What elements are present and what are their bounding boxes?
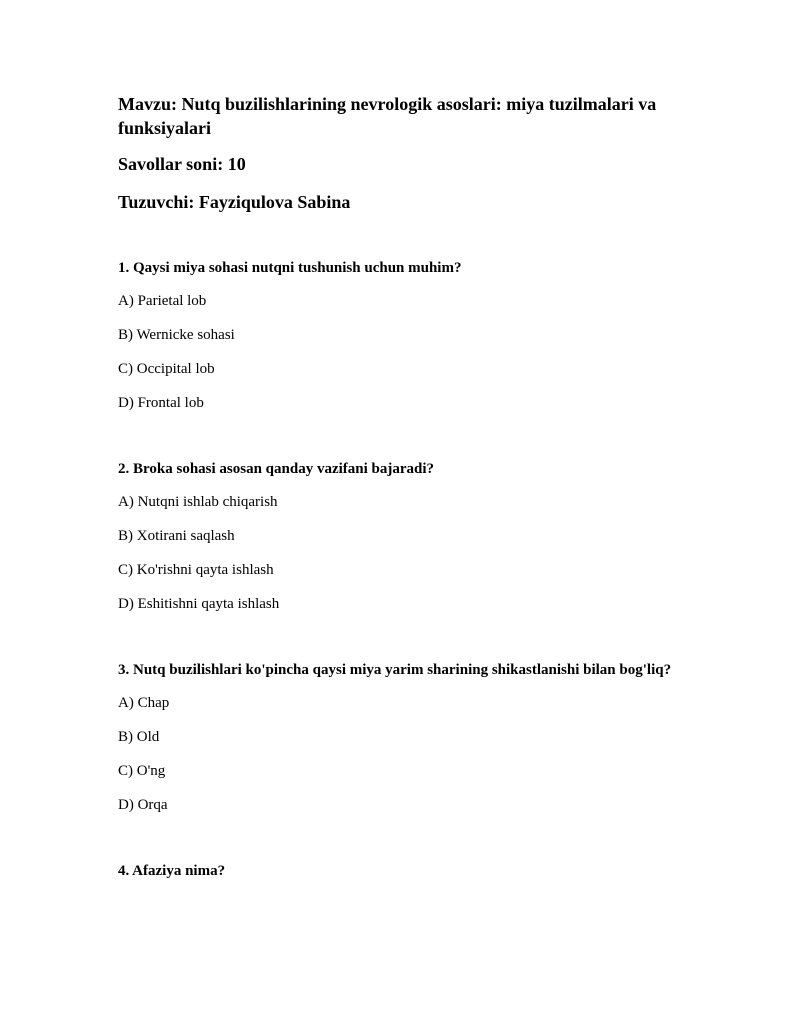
answer-option: B) Old (118, 729, 160, 745)
question-count: Savollar soni: 10 (118, 154, 246, 174)
answer-option: B) Wernicke sohasi (118, 327, 235, 343)
question-3 (118, 660, 678, 815)
question-2 (118, 459, 678, 614)
answer-option: D) Eshitishni qayta ishlash (118, 596, 280, 612)
topic-heading: Mavzu: Nutq buzilishlarining nevrologik asoslari: miya tuzilmalari va funksiyalari (118, 94, 657, 138)
answer-option: C) Occipital lob (118, 361, 215, 377)
question-text: 1. Qaysi miya sohasi nutqni tushunish uchun muhim? (118, 260, 462, 276)
question-4 (118, 861, 678, 882)
answer-option: C) Ko'rishni qayta ishlash (118, 562, 274, 578)
answer-option: D) Orqa (118, 797, 168, 813)
question-1 (118, 258, 678, 413)
author-line: Tuzuvchi: Fayziqulova Sabina (118, 192, 351, 212)
answer-option: A) Nutqni ishlab chiqarish (118, 494, 278, 510)
question-text: 4. Afaziya nima? (118, 863, 226, 879)
question-text: 2. Broka sohasi asosan qanday vazifani bajaradi? (118, 461, 435, 477)
answer-option: A) Chap (118, 695, 170, 711)
answer-option: C) O'ng (118, 763, 166, 779)
answer-option: A) Parietal lob (118, 293, 207, 309)
document-page (118, 92, 678, 894)
answer-option: B) Xotirani saqlash (118, 528, 235, 544)
answer-option: D) Frontal lob (118, 395, 204, 411)
question-text: 3. Nutq buzilishlari ko'pincha qaysi miya yarim sharining shikastlanishi bilan bog'liq? (118, 662, 672, 678)
